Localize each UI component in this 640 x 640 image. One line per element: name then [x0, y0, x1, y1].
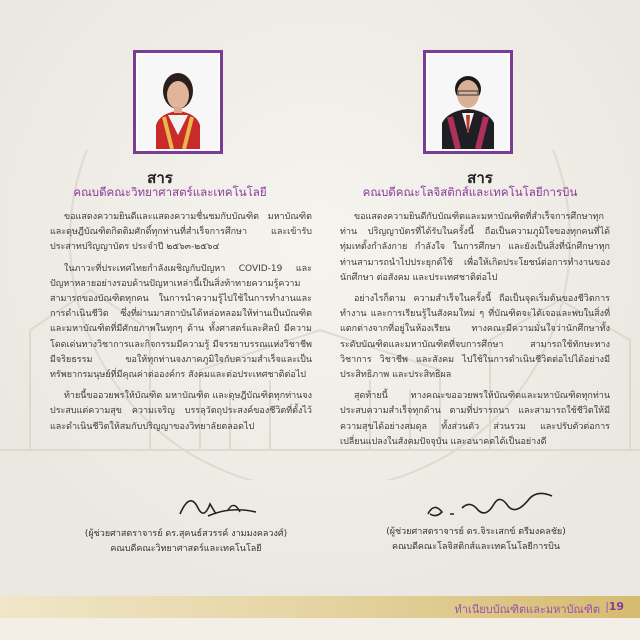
footer-separator: | — [605, 600, 609, 613]
paragraph: ขอแสดงความยินดีกับบัณฑิตและมหาบัณฑิตที่สำเร็จการศึกษาทุกท่าน ปริญญาบัตรที่ได้รับในครั้งนี้ ถือเป็นความภูมิใจของทุกคนที่ได้ทุ่มเทตั้งกำลังกาย กำลังใจ ในการศึกษา และยังเป็นสิ่งที่นักศึกษาทุกท่านสามารถนำไปประยุกต์ใช้ เพื่อให้เกิดประโยชน์ต่อการทำงานของนักศึกษา ต่อสังคม และประเทศชาติต่อไป — [340, 212, 610, 283]
message-body-left — [50, 210, 312, 441]
signer-title-right: คณบดีคณะโลจิสติกส์และเทคโนโลยีการบิน — [391, 542, 561, 552]
message-heading-left: สาร — [147, 169, 173, 187]
faculty-name-left: คณบดีคณะวิทยาศาสตร์และเทคโนโลยี — [73, 185, 267, 199]
footer-band — [0, 618, 640, 640]
faculty-name-right: คณบดีคณะโลจิสติกส์และเทคโนโลยีการบิน — [362, 185, 578, 199]
page-number: 19 — [608, 600, 624, 613]
paragraph: อย่างไรก็ตาม ความสำเร็จในครั้งนี้ ถือเป็นจุดเริ่มต้นของชีวิตการทำงาน และการเรียนรู้ในสังคมใหม่ ๆ ที่บัณฑิตจะได้เจอและพบในสิ่งที่แตกต่างจากที่อยู่ในห้องเรียน ทางคณะมีความมั่นใจว่านักศึกษาทั้งระดับบัณฑิตและมหาบัณฑิตที่จบการศึกษา สามารถใช้ทักษะทางวิชาการ วิชาชีพ และสังคม ไปใช้ในการดำเนินชีวิตต่อไปได้อย่างมีประสิทธิภาพ และประสิทธิผล — [340, 294, 610, 381]
paragraph: ขอแสดงความยินดีและแสดงความชื่นชมกับบัณฑิต มหาบัณฑิต และดุษฎีบัณฑิตกิตติมศักดิ์ทุกท่านที่สำเร็จการศึกษา และเข้ารับประสาทปริญญาบัตร ประจำปี ๒๕๖๓-๒๕๖๔ — [50, 212, 312, 253]
message-body-right — [340, 210, 610, 456]
message-heading-right: สาร — [467, 169, 493, 187]
paragraph: ในภาวะที่ประเทศไทยกำลังเผชิญกับปัญหา COVID-19 และปัญหาหลายอย่างรอบด้านปัญหาเหล่านี้เป็นสิ่งท้าทายความรู้ความสามารถของบัณฑิตทุกคน ในการนำความรู้ไปใช้ในการทำงานและการดำเนินชีวิต ซึ่งที่ผ่านมาสถาบันได้หล่อหลอมให้ท่านเป็นบัณฑิตและมหาบัณฑิตที่มีศักยภาพในทุกๆ ด้าน ทั้งศาสตร์และศิลป์ มีความโดดเด่นทางวิชาการและกิจกรรมมีความรู้ มีจรรยาบรรณแห่งวิชาชีพ มีจริยธรรม ขอให้ทุกท่านจงภาคภูมิใจกับความสำเร็จและเป็นทรัพยากรมนุษย์ที่มีคุณค่าต่อองค์กร สังคมและต่อประเทศชาติต่อไป — [50, 263, 312, 381]
portrait-image-right — [428, 55, 508, 149]
paragraph: สุดท้ายนี้ ทางคณะขออวยพรให้บัณฑิตและมหาบัณฑิตทุกท่านประสบความสำเร็จทุกด้าน ตามที่ปรารถนา และสามารถใช้ชีวิตให้มีความสุขได้อย่างสมดุล ทั้งส่วนตัว ส่วนรวม และปรับตัวต่อการเปลี่ยนแปลงในสังคมปัจจุบัน และอนาคตได้เป็นอย่างดี — [340, 391, 610, 447]
footer-publication-title: ทำเนียบบัณฑิตและมหาบัณฑิต — [454, 603, 600, 616]
paragraph: ท้ายนี้ขออวยพรให้บัณฑิต มหาบัณฑิต และดุษฎีบัณฑิตทุกท่านจงประสบแต่ความสุข ความเจริญ บรรลุวัตถุประสงค์ของชีวิตที่ตั้งไว้ และดำเนินชีวิตให้สมกับปริญญาของวิทยาลัยตลอดไป — [50, 391, 312, 432]
dean-portrait-right — [423, 50, 513, 154]
signature-right — [420, 484, 560, 524]
signer-name-left: (ผู้ช่วยศาสตราจารย์ ดร.สุคนธ์สวรรค์ งามมงคลวงศ์) — [84, 529, 288, 539]
signer-name-right: (ผู้ช่วยศาสตราจารย์ ดร.จิระเสกข์ ตรีมงคลชัย) — [386, 527, 566, 537]
signature-left — [170, 486, 270, 524]
dean-portrait-left — [133, 50, 223, 154]
signer-title-left: คณบดีคณะวิทยาศาสตร์และเทคโนโลยี — [110, 544, 262, 554]
portrait-image-left — [138, 55, 218, 149]
